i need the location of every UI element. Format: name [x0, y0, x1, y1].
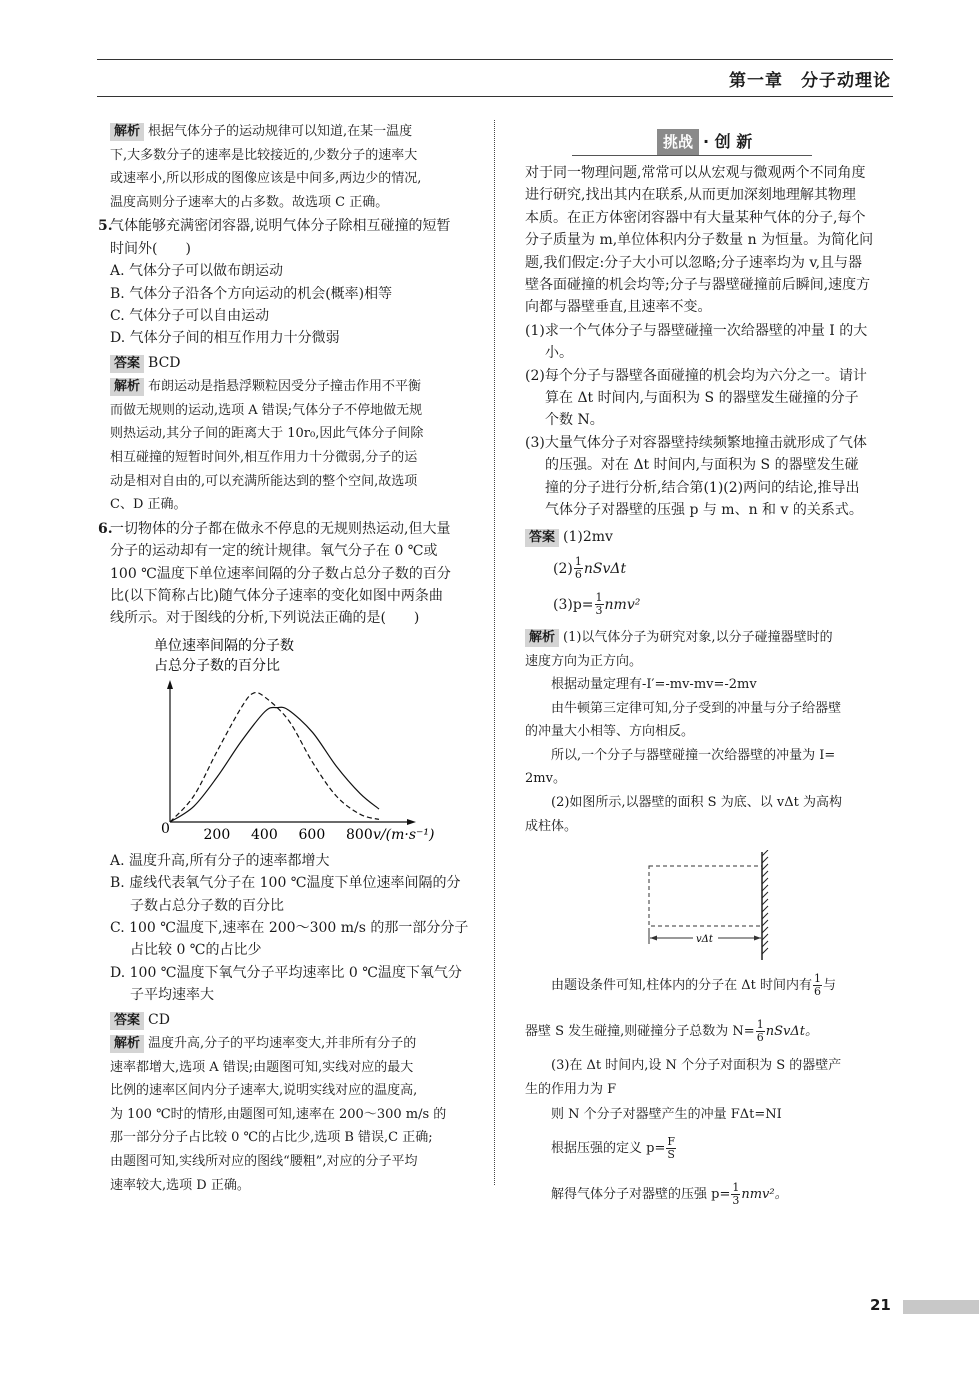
sub-question-2: (2)每个分子与器壁各面碰撞的机会均为六分之一。请计 算在 Δt 时间内,与面积为 S 的器壁发生碰撞的分子 个数 N。 [525, 367, 867, 429]
x-axis-arrow [407, 819, 416, 825]
analysis-label: 解析 [110, 378, 144, 396]
answer-1: (1)2mv [563, 528, 613, 545]
right-column [525, 162, 895, 1213]
chart-series-group [170, 692, 379, 821]
option-b: B. 气体分子沿各个方向运动的机会(概率)相等 [110, 285, 393, 302]
chart-xlabel: v/(m·s⁻¹) [373, 826, 435, 843]
option-c: C. 气体分子可以自由运动 [110, 308, 270, 324]
question-6: 6.一切物体的分子都在做永不停息的无规则热运动,但大量 分子的运动却有一定的统计规律。氧气分子在 0 ℃或 100 ℃温度下单位速率间隔的分子数占总分子数的百分 比(以下简称占比)随气体分子速率的变化如图中两条曲 线所示。对于图线的分析,下列说法正确的是( ) 单位速率间隔的分子数 占总分子数的百分比 0 v/(m·s⁻¹) 200 400 600 800 A. 温度升高,所有分子的速率都增大 B. 虚线代表氧气分子在 100 ℃温度下单位速率间隔的分 子数占总分子数的百分比 C. 100 ℃温度下,速率在 200～300 m/s 的那一部分分子 占比较 0 ℃的占比少 D. 100 ℃温度下氧气分子平均速率比 0 ℃温度下氧气分 子平均速率大 答案 CD 解析 温度升高,分子的平均速率变大,并非所有分子的 速率都增大,选项 A 错误;由题图可知,实线对应的最大 比例的速率区间内分子速率大,说明实线对应的温度高, 为 100 ℃时的情形,由题图可知,速率在 200～300 m/s 的 那一部分分子占比较 0 ℃的占比少,选项 B 错误,C 正确; 由题图可知,实线所对应的图线“腰粗”,对应的分子平均 速率较大,选项 D 正确。 [110, 518, 482, 1197]
analysis-label: 解析 [525, 629, 559, 647]
challenge-analysis-cont: 由题设条件可知,柱体内的分子在 Δt 时间内有 $\frac{1}{6}$ 与 器壁 S 发生碰撞,则碰撞分子总数为 N= $\frac{1}{6}$ nSvΔt。 (3)在 Δt 时间内,设 N 个分子对面积为 S 的器壁产 生的作用力为 F 则 N 个分子对器壁产生的冲量 FΔt=NI 根据压强的定义 p= $\frac{F}{S}$ 解得气体分子对器壁的压强 p= $\frac{1}{3}$ nmv²。 [525, 972, 842, 1208]
header-bottom-rule [97, 96, 893, 97]
answer-label: 答案 [525, 529, 559, 547]
option-d: D. 100 ℃温度下氧气分子平均速率比 0 ℃温度下氧气分 子平均速率大 [110, 964, 462, 1004]
length-label: vΔt [696, 934, 713, 946]
option-a: A. 气体分子可以做布朗运动 [110, 263, 284, 280]
option-a: A. 温度升高,所有分子的速率都增大 [110, 852, 330, 869]
left-column [98, 120, 482, 1197]
x-tick-label: 800 [346, 826, 373, 843]
wall-hatching [762, 850, 768, 954]
dashed-curve [170, 692, 379, 821]
sub-question-3: (3)大量气体分子对容器壁持续频繁地撞击就形成了气体 的压强。对在 Δt 时间内,与面积为 S 的器壁发生碰 撞的分子进行分析,结合第(1)(2)两问的结论,推导出 气体分子对器壁的压强 p 与 m、n 和 v 的关系式。 [525, 434, 867, 519]
question-number: 6. [98, 520, 113, 537]
y-axis-arrow [167, 680, 173, 689]
question-5: 5.气体能够充满密闭容器,说明气体分子除相互碰撞的短暂 时间外( ) A. 气体分子可以做布朗运动 B. 气体分子沿各个方向运动的机会(概率)相等 C. 气体分子可以自由运动 D. 气体分子间的相互作用力十分微弱 答案 BCD 解析 布朗运动是指悬浮颗粒因受分子撞击作用不平衡 而做无规则的运动,选项 A 错误;气体分子不停地做无规 则热运动,其分子间的距离大于 10r₀,因此气体分子间除 相互碰撞的短暂时间外,相互作用力十分微弱,分子的运 动是相对自由的,可以充满所能达到的整个空间,故选项 C、D 正确。 [110, 215, 482, 516]
answer-label: 答案 [110, 1012, 144, 1030]
cylinder-outline [649, 866, 762, 926]
banner-challenge-label: 挑战 [657, 129, 699, 155]
answer-2: (2) $\frac{1}{6}$ nSvΔt [553, 555, 627, 582]
challenge-analysis: 解析 (1)以气体分子为研究对象,以分子碰撞器壁时的 速度方向为正方向。 根据动量定理有-I′=-mv-mv=-2mv 由牛顿第三定律可知,分子受到的冲量与分子给器壁 的冲量大小相等、方向相反。 所以,一个分子与器壁碰撞一次给器壁的冲量为 I= 2mv。 (2)如图所示,以器壁的面积 S 为底、以 vΔt 为高构 成柱体。 [525, 629, 842, 834]
column-divider [494, 120, 495, 1185]
arrow-head-left [650, 936, 657, 941]
chart-ylabel-line1: 单位速率间隔的分子数 [154, 637, 294, 654]
q6-analysis: 解析 温度升高,分子的平均速率变大,并非所有分子的 速率都增大,选项 A 错误;由题图可知,实线对应的最大 比例的速率区间内分子速率大,说明实线对应的温度高, 为 100 ℃时的情形,由题图可知,速率在 200～300 m/s 的 那一部分分子占比较 0 ℃的占比少,选项 B 错误,C 正确; 由题图可知,实线所对应的图线“腰粗”,对应的分子平均 速率较大,选项 D 正确。 [110, 1036, 447, 1193]
x-tick-label: 600 [298, 826, 326, 843]
x-tick-label: 400 [251, 826, 278, 843]
chapter-title: 第一章 分子动理论 [729, 71, 891, 91]
q5-analysis: 解析 布朗运动是指悬浮颗粒因受分子撞击作用不平衡 而做无规则的运动,选项 A 错误;气体分子不停地做无规 则热运动,其分子间的距离大于 10r₀,因此气体分子间除 相互碰撞的短暂时间外,相互作用力十分微弱,分子的运 动是相对自由的,可以充满所能达到的整个空间,故选项 C、D 正确。 [110, 379, 424, 513]
q4-analysis: 解析 根据气体分子的运动规律可以知道,在某一温度 下,大多数分子的速率是比较接近的,少数分子的速率大 或速率小,所以形成的图像应该是中间多,两边少的情况, 温度高则分子速率大的占多数。故选项 C 正确。 [110, 124, 422, 210]
x-tick-labels [204, 827, 373, 843]
question-number: 5. [98, 218, 113, 235]
answer-3: (3)p= $\frac{1}{3}$ nmv² [553, 591, 641, 618]
x-tick-label: 200 [203, 826, 231, 843]
fraction: $\frac{1}{6}$ [756, 1018, 764, 1045]
banner-innovation-label: · 创 新 [703, 132, 753, 151]
chart-ylabel-line2: 占总分子数的百分比 [154, 657, 280, 674]
fraction: $\frac{1}{3}$ [595, 591, 603, 618]
banner-rule [572, 155, 812, 156]
header-top-rule [97, 59, 893, 60]
arrow-head-right [754, 936, 761, 941]
solid-curve [170, 707, 379, 822]
option-d: D. 气体分子间的相互作用力十分微弱 [110, 330, 340, 347]
fraction: $\frac{F}{S}$ [667, 1135, 675, 1162]
chart-origin-label: 0 [161, 820, 170, 837]
speed-distribution-chart [110, 634, 482, 846]
fraction: $\frac{1}{6}$ [814, 972, 822, 999]
cylinder-diagram [525, 850, 895, 962]
option-b: B. 虚线代表氧气分子在 100 ℃温度下单位速率间隔的分 子数占总分子数的百分比 [110, 875, 461, 914]
answer-value: CD [148, 1011, 170, 1028]
analysis-label: 解析 [110, 123, 144, 141]
sub-question-1: (1)求一个气体分子与器壁碰撞一次给器壁的冲量 I 的大小。 [525, 322, 868, 362]
page-number: 21 [870, 1296, 891, 1314]
option-c: C. 100 ℃温度下,速率在 200～300 m/s 的那一部分分子 占比较 0 ℃的占比少 [110, 920, 469, 959]
page-number-bar [903, 1300, 979, 1314]
challenge-intro: 对于同一物理问题,常常可以从宏观与微观两个不同角度 进行研究,找出其内在联系,从而更加深刻地理解其物理 本质。在正方体密闭容器中有大量某种气体的分子,每个 分子质量为 m,单位体积内分子数量 n 为恒量。为简化问 题,我们假定:分子大小可以忽略;分子速率均为 v,且与器 壁各面碰撞的机会均等;分子与器壁碰撞前后瞬间,速度方 向都与器壁垂直,且速率不变。 [525, 165, 874, 316]
answer-value: BCD [148, 354, 181, 371]
fraction: $\frac{1}{3}$ [732, 1181, 740, 1208]
fraction: $\frac{1}{6}$ [574, 555, 582, 582]
analysis-label: 解析 [110, 1035, 144, 1053]
answer-label: 答案 [110, 355, 144, 373]
challenge-answer [525, 526, 895, 620]
